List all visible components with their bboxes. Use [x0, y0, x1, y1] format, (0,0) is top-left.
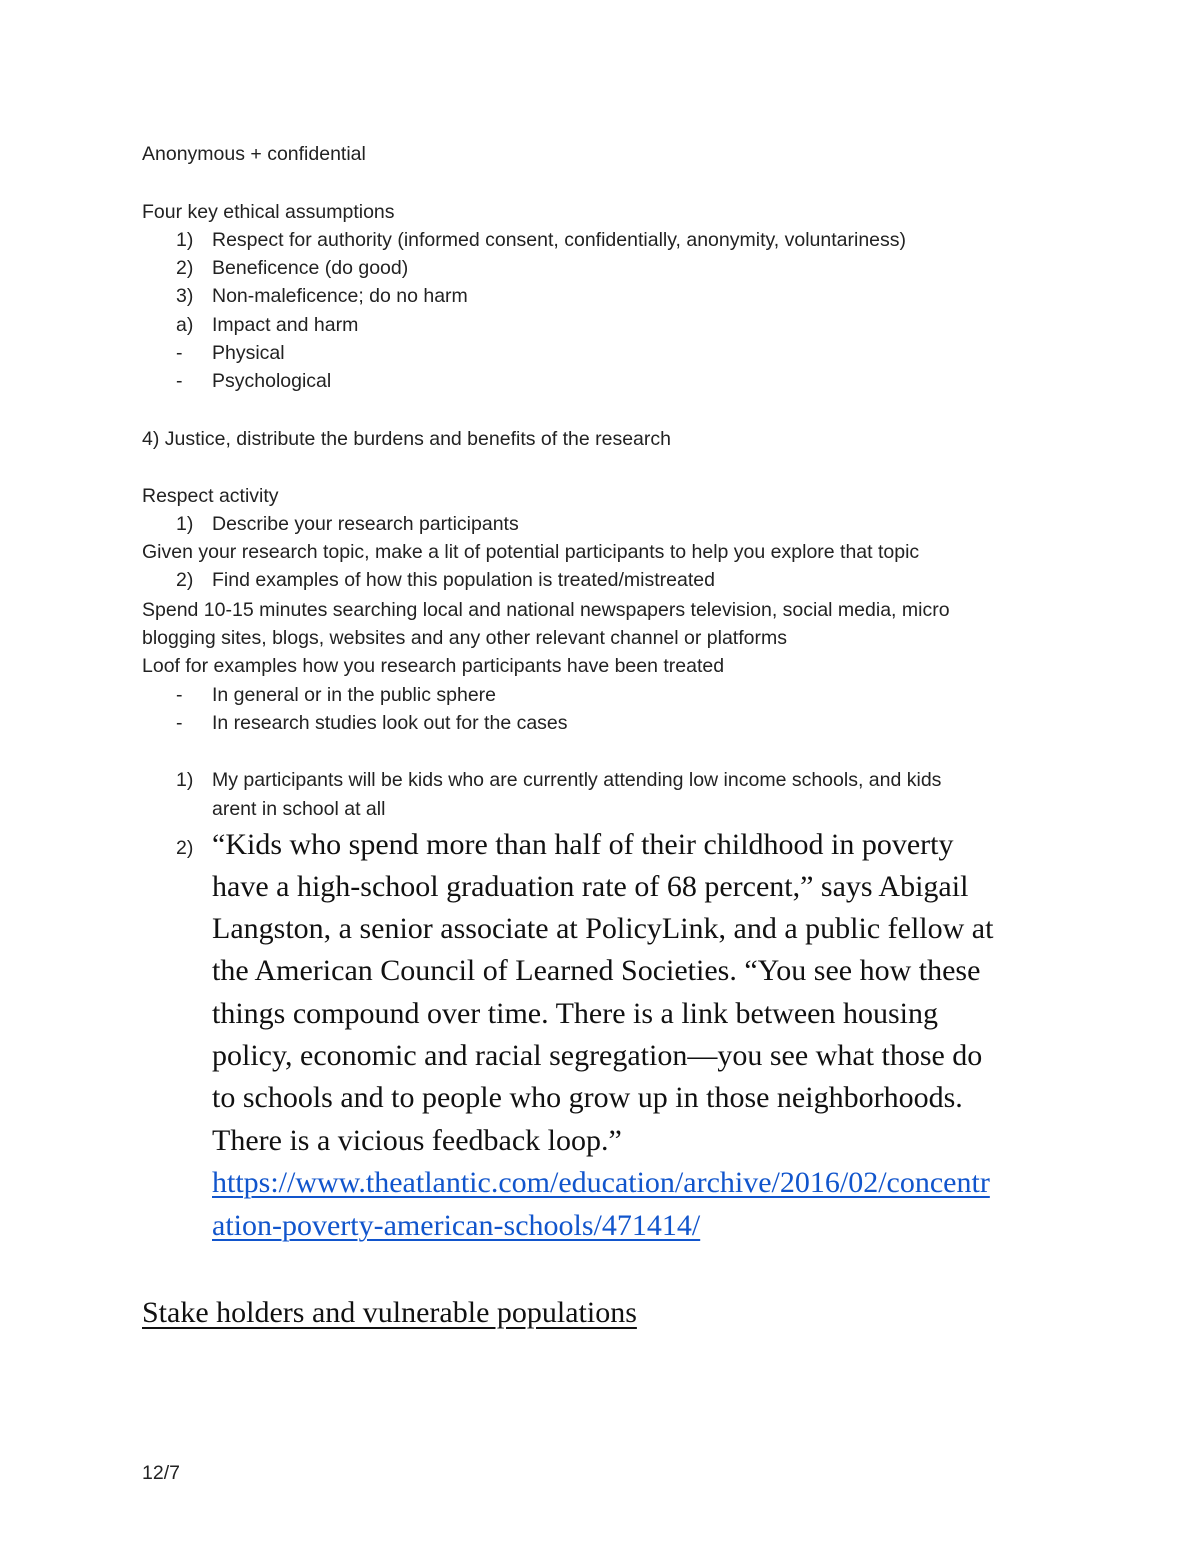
quote-line: Langston, a senior associate at PolicyLink, and a public fellow at — [212, 912, 994, 945]
quote-line: “Kids who spend more than half of their childhood in poverty — [212, 828, 954, 861]
source-link-line1[interactable]: https://www.theatlantic.com/education/archive/2016/02/concentr — [212, 1166, 990, 1199]
document-page: Anonymous + confidential Four key ethical assumptions 1) Respect for authority (informed consent, confidentially, anonymity, voluntariness) 2) Beneficence (do good) 3) Non-maleficence; do no harm a) Impact and harm - Physical - Psychological 4) Justice, distribute the burdens and benefits of the research Respect activity 1) Describe your research participants Given your research topic, make a lit of potential participants to help you explore that topic 2) Find examples of how this population is treated/mistreated Spend 10-15 minutes searching local and national newspapers television, social media, micro blogging sites, blogs, websites and any other relevant channel or platforms Loof for examples how you research participants have been treated - In general or in the public sphere - In research studies look out for the cases 1) My participants will be kids who are currently attending low income schools, and kids arent in school at all 2) “Kids who spend more than half of their childhood in poverty have a high-school graduation rate of 68 percent,” says Abigail Langston, a senior associate at PolicyLink, and a public fellow at the American Council of Learned Societies. “You see how these things compound over time. There is a link between housing policy, economic and racial segregation—you see what those do to schools and to people who grow up in those neighborhoods. There is a vicious feedback loop.” https://www.theatlantic.com/education/archive/2016/02/concentr ation-poverty-american-schools/471414/ Stake holders and vulnerable populations 12/7 — [0, 0, 1200, 1553]
quote-line: to schools and to people who grow up in those neighborhoods. — [212, 1081, 963, 1114]
quote-line: the American Council of Learned Societies. “You see how these — [212, 954, 981, 987]
look-for-line: Loof for examples how you research participants have been treated — [142, 655, 725, 677]
quote-line: policy, economic and racial segregation—you see what those do — [212, 1039, 983, 1072]
footer-date: 12/7 — [142, 1462, 180, 1484]
section-heading: Stake holders and vulnerable populations — [142, 1296, 637, 1329]
activity-heading: Respect activity — [142, 485, 279, 507]
title-line: Anonymous + confidential — [142, 143, 366, 165]
source-link-line2[interactable]: ation-poverty-american-schools/471414/ — [212, 1209, 701, 1242]
step2-description-line1: Spend 10-15 minutes searching local and national newspapers television, social media, micro — [142, 599, 950, 621]
step2-description-line2: blogging sites, blogs, websites and any other relevant channel or platforms — [142, 627, 787, 649]
assumptions-heading: Four key ethical assumptions — [142, 201, 395, 223]
quote-line: have a high-school graduation rate of 68 percent,” says Abigail — [212, 870, 969, 903]
justice-line: 4) Justice, distribute the burdens and benefits of the research — [142, 428, 671, 450]
quote-line: things compound over time. There is a link between housing — [212, 997, 938, 1030]
step1-description: Given your research topic, make a lit of potential participants to help you explore that topic — [142, 541, 920, 563]
quote-line: There is a vicious feedback loop.” — [212, 1124, 622, 1157]
